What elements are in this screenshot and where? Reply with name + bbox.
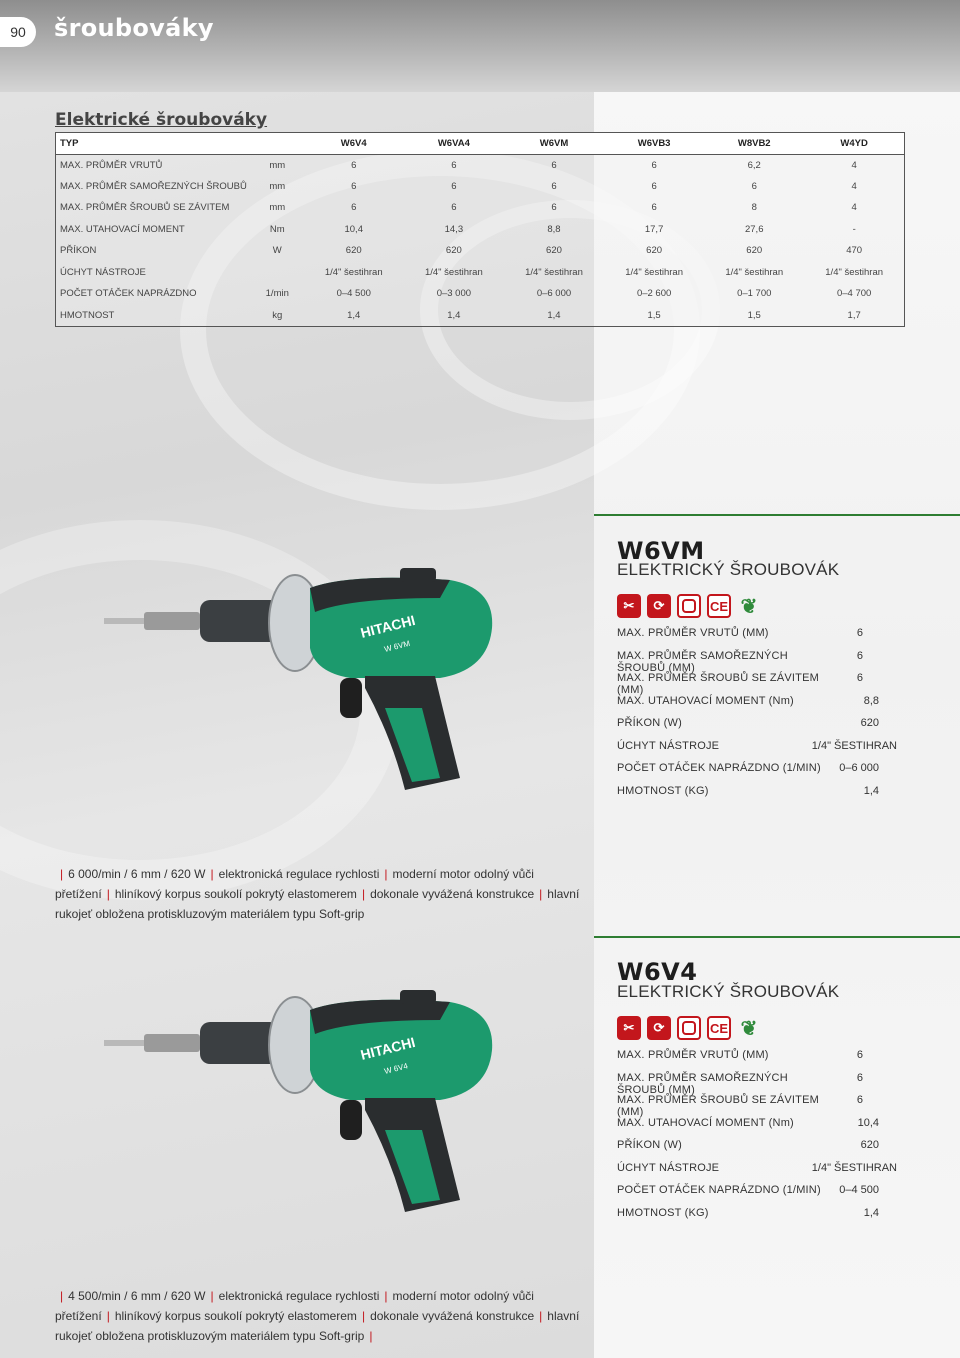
spec-row: [617, 672, 897, 695]
product-subtitle: ELEKTRICKÝ ŠROUBOVÁK: [617, 560, 840, 579]
table-cell: 1,5: [647, 309, 661, 321]
spec-row: [617, 1207, 897, 1230]
table-cell: 6: [451, 202, 457, 214]
table-cell: 0–1 700: [737, 288, 772, 300]
feature-separator: |: [384, 867, 388, 881]
row-label: PŘÍKON: [60, 245, 97, 257]
product-spec-list: [617, 1049, 897, 1229]
feature-item: dokonale vyvážená konstrukce: [370, 887, 535, 901]
table-cell: 27,6: [744, 223, 764, 235]
drill-image-w6v4: [100, 990, 520, 1220]
feature-separator: |: [60, 1289, 64, 1303]
table-header-cell: TYP: [56, 133, 251, 155]
row-label: HMOTNOST: [60, 309, 115, 321]
spec-value: 620: [860, 717, 879, 729]
spec-row: [617, 1162, 897, 1185]
spec-value: 0–4 500: [839, 1184, 879, 1196]
feature-separator: |: [539, 1309, 543, 1323]
product-subtitle: ELEKTRICKÝ ŠROUBOVÁK: [617, 982, 840, 1001]
product-feature-icons: [617, 594, 761, 618]
spec-label: MAX. UTAHOVACÍ MOMENT (Nm): [617, 694, 794, 707]
table-cell: 8,8: [547, 223, 561, 235]
spec-value: 6: [856, 672, 863, 684]
spec-row: [617, 1072, 897, 1095]
spec-row: [617, 627, 897, 650]
table-cell: 6,2: [747, 159, 761, 171]
table-cell: 620: [345, 245, 362, 257]
spec-row: [617, 1117, 897, 1140]
spec-row: [617, 717, 897, 740]
feature-item: moderní motor odolný vůči přetížení: [55, 1289, 534, 1323]
table-cell: 0–4 700: [836, 288, 872, 300]
table-row: [56, 154, 905, 176]
table-cell: 6: [551, 159, 557, 171]
drill-image-w6vm: [100, 568, 520, 798]
table-cell: 6: [551, 202, 557, 214]
table-header-cell: W6V4: [304, 133, 404, 155]
feature-item: hlavní rukojeť obložena protiskluzovým materiálem typu Soft-grip: [55, 887, 580, 921]
product-model-title: W6VM: [617, 537, 705, 565]
table-cell: -: [852, 223, 856, 235]
drill-model-label: W 6VM: [383, 638, 411, 654]
table-header-cell: W6VB3: [604, 133, 704, 155]
product-spec-list: [617, 627, 897, 807]
row-label: MAX. UTAHOVACÍ MOMENT: [60, 223, 185, 235]
product-model-title: W6V4: [617, 958, 698, 986]
speed-icon: ⟳: [647, 594, 671, 618]
row-unit: kg: [272, 309, 283, 321]
spec-label: MAX. PRŮMĚR VRUTŮ (MM): [617, 627, 769, 639]
spec-label: MAX. PRŮMĚR ŠROUBŮ SE ZÁVITEM (MM): [617, 1094, 819, 1118]
feature-separator: |: [106, 1309, 110, 1323]
spec-value: 0–6 000: [839, 762, 879, 774]
table-cell: 17,7: [644, 223, 664, 235]
eco-leaf-icon: ❦: [740, 595, 758, 618]
feature-separator: |: [384, 1289, 388, 1303]
feature-separator: |: [369, 1329, 373, 1343]
table-cell: 6: [651, 180, 657, 192]
specs-table: [55, 132, 905, 327]
table-cell: 6: [451, 180, 457, 192]
feature-item: 6 000/min / 6 mm / 620 W: [68, 867, 206, 881]
double-insulation-square: [682, 599, 696, 613]
spec-value: 8,8: [863, 694, 879, 707]
row-unit: mm: [269, 180, 286, 192]
table-cell: 6: [351, 159, 357, 171]
spec-label: MAX. PRŮMĚR VRUTŮ (MM): [617, 1049, 769, 1061]
spec-value: 620: [860, 1139, 879, 1151]
table-cell: 620: [445, 245, 462, 257]
table-row: [56, 197, 905, 219]
table-cell: 4: [851, 202, 857, 214]
table-cell: 8: [751, 202, 757, 214]
table-cell: 6: [651, 202, 657, 214]
table-row: [56, 219, 905, 241]
spec-label: HMOTNOST (KG): [617, 784, 709, 797]
spec-row: [617, 740, 897, 763]
spec-row: [617, 1184, 897, 1207]
double-insulation-icon: [677, 1016, 701, 1040]
table-header-row: [56, 133, 905, 155]
page-title: šroubováky: [54, 14, 214, 42]
table-cell: 4: [851, 180, 857, 192]
table-cell: 1/4" šestihran: [625, 266, 683, 278]
row-unit: mm: [269, 159, 286, 171]
table-cell: 1,7: [847, 309, 861, 321]
table-row: [56, 176, 905, 198]
table-cell: 14,3: [444, 223, 464, 235]
spec-value: 1,4: [863, 1206, 879, 1219]
spec-label: HMOTNOST (KG): [617, 1206, 709, 1219]
row-label: POČET OTÁČEK NAPRÁZDNO: [60, 288, 197, 300]
feature-item: dokonale vyvážená konstrukce: [370, 1309, 535, 1323]
spec-value: 10,4: [857, 1116, 879, 1129]
drill-brand-label: HITACHI: [358, 611, 417, 641]
ce-mark-icon: CE: [707, 594, 731, 618]
spec-row: [617, 1049, 897, 1072]
page-number: 90: [0, 17, 36, 47]
feature-item: elektronická regulace rychlosti: [218, 867, 380, 881]
spec-label: ÚCHYT NÁSTROJE: [617, 739, 720, 752]
section-divider: [594, 514, 960, 516]
feature-item: hlavní rukojeť obložena protiskluzovým materiálem typu Soft-grip: [55, 1309, 580, 1343]
table-cell: 4: [851, 159, 857, 171]
spec-row: [617, 650, 897, 673]
spec-value: 1,4: [863, 784, 879, 797]
spec-label: ÚCHYT NÁSTROJE: [617, 1161, 720, 1174]
spec-label: MAX. PRŮMĚR SAMOŘEZNÝCH ŠROUBŮ (MM): [617, 649, 788, 674]
table-cell: 620: [646, 245, 663, 257]
spec-value: 6: [856, 1094, 863, 1106]
spec-row: [617, 695, 897, 718]
spec-label: MAX. UTAHOVACÍ MOMENT (Nm): [617, 1116, 794, 1129]
table-cell: 0–3 000: [436, 288, 472, 300]
row-unit: 1/min: [265, 288, 289, 300]
table-cell: 0–6 000: [536, 288, 572, 300]
ce-mark-icon: CE: [707, 1016, 731, 1040]
product-features-text: [55, 1286, 585, 1346]
table-header-cell: W8VB2: [704, 133, 804, 155]
table-cell: 6: [551, 180, 557, 192]
table-cell: 1,5: [747, 309, 761, 321]
table-header-cell: W6VM: [504, 133, 604, 155]
drill-brand-label: HITACHI: [358, 1033, 417, 1063]
table-row: [56, 305, 905, 327]
table-body: [56, 154, 905, 326]
speed-icon: ⟳: [647, 1016, 671, 1040]
spec-value: 1/4" ŠESTIHRAN: [811, 1161, 897, 1174]
spec-row: [617, 1139, 897, 1162]
row-unit: mm: [269, 202, 286, 214]
row-unit: W: [272, 245, 282, 257]
table-row: [56, 240, 905, 262]
table-cell: 1,4: [447, 309, 461, 321]
feature-item: 4 500/min / 6 mm / 620 W: [68, 1289, 206, 1303]
table-cell: 1/4" šestihran: [725, 266, 784, 278]
table-cell: 6: [351, 180, 357, 192]
table-cell: 620: [546, 245, 562, 257]
double-insulation-square: [682, 1021, 696, 1035]
spec-value: 1/4" ŠESTIHRAN: [811, 739, 897, 752]
product-features-text: [55, 864, 585, 924]
feature-separator: |: [361, 887, 366, 901]
table-cell: 620: [746, 245, 763, 257]
drill-model-label: W 6V4: [383, 1061, 409, 1076]
eco-leaf-icon: ❦: [740, 1017, 758, 1040]
feature-item: hliníkový korpus soukolí pokrytý elastomerem: [114, 1309, 357, 1323]
section-divider: [594, 936, 960, 938]
row-label: MAX. PRŮMĚR VRUTŮ: [60, 159, 163, 171]
table-cell: 6: [651, 159, 657, 171]
row-label: ÚCHYT NÁSTROJE: [60, 266, 146, 278]
row-unit: [251, 262, 304, 284]
spec-label: POČET OTÁČEK NAPRÁZDNO (1/MIN): [617, 762, 821, 774]
table-cell: 1,4: [547, 309, 561, 321]
page-header: [0, 0, 960, 92]
wrench-icon: ✂: [617, 1016, 641, 1040]
product-feature-icons: [617, 1016, 761, 1040]
spec-value: 6: [856, 1049, 863, 1061]
feature-item: elektronická regulace rychlosti: [218, 1289, 380, 1303]
spec-label: MAX. PRŮMĚR SAMOŘEZNÝCH ŠROUBŮ (MM): [617, 1071, 788, 1096]
spec-value: 6: [856, 1071, 863, 1084]
double-insulation-icon: [677, 594, 701, 618]
feature-separator: |: [539, 887, 543, 901]
table-cell: 10,4: [344, 223, 363, 235]
table-cell: 1/4" šestihran: [525, 266, 583, 278]
feature-separator: |: [210, 1289, 214, 1303]
section-title: Elektrické šroubováky: [55, 110, 268, 130]
spec-value: 6: [856, 649, 863, 662]
table-cell: 1/4" šestihran: [825, 266, 884, 278]
feature-item: hliníkový korpus soukolí pokrytý elastomerem: [114, 887, 357, 901]
table-cell: 0–2 600: [636, 288, 672, 300]
feature-separator: |: [60, 867, 64, 881]
table-cell: 6: [351, 202, 357, 214]
feature-separator: |: [210, 867, 214, 881]
table-cell: 6: [451, 159, 457, 171]
spec-label: MAX. PRŮMĚR ŠROUBŮ SE ZÁVITEM (MM): [617, 672, 819, 696]
table-cell: 1,4: [347, 309, 361, 321]
row-label: MAX. PRŮMĚR ŠROUBŮ SE ZÁVITEM: [60, 202, 230, 214]
feature-separator: |: [106, 887, 110, 901]
table-row: [56, 283, 905, 305]
wrench-icon: ✂: [617, 594, 641, 618]
spec-row: [617, 785, 897, 808]
spec-label: PŘÍKON (W): [617, 1139, 682, 1151]
spec-label: PŘÍKON (W): [617, 717, 682, 729]
table-header-cell: W6VA4: [404, 133, 504, 155]
row-unit: Nm: [269, 223, 285, 235]
table-cell: 1/4" šestihran: [324, 266, 383, 278]
feature-item: moderní motor odolný vůči přetížení: [55, 867, 534, 901]
row-label: MAX. PRŮMĚR SAMOŘEZNÝCH ŠROUBŮ: [60, 180, 247, 192]
feature-separator: |: [361, 1309, 366, 1323]
table-header-cell: W4YD: [804, 133, 904, 155]
table-cell: 470: [846, 245, 863, 257]
spec-row: [617, 762, 897, 785]
spec-value: 6: [856, 627, 863, 639]
spec-row: [617, 1094, 897, 1117]
table-cell: 1/4" šestihran: [424, 266, 483, 278]
table-cell: 6: [751, 180, 757, 192]
table-header-cell: [251, 133, 304, 155]
spec-label: POČET OTÁČEK NAPRÁZDNO (1/MIN): [617, 1184, 821, 1196]
table-cell: 0–4 500: [336, 288, 371, 300]
table-row: [56, 262, 905, 284]
